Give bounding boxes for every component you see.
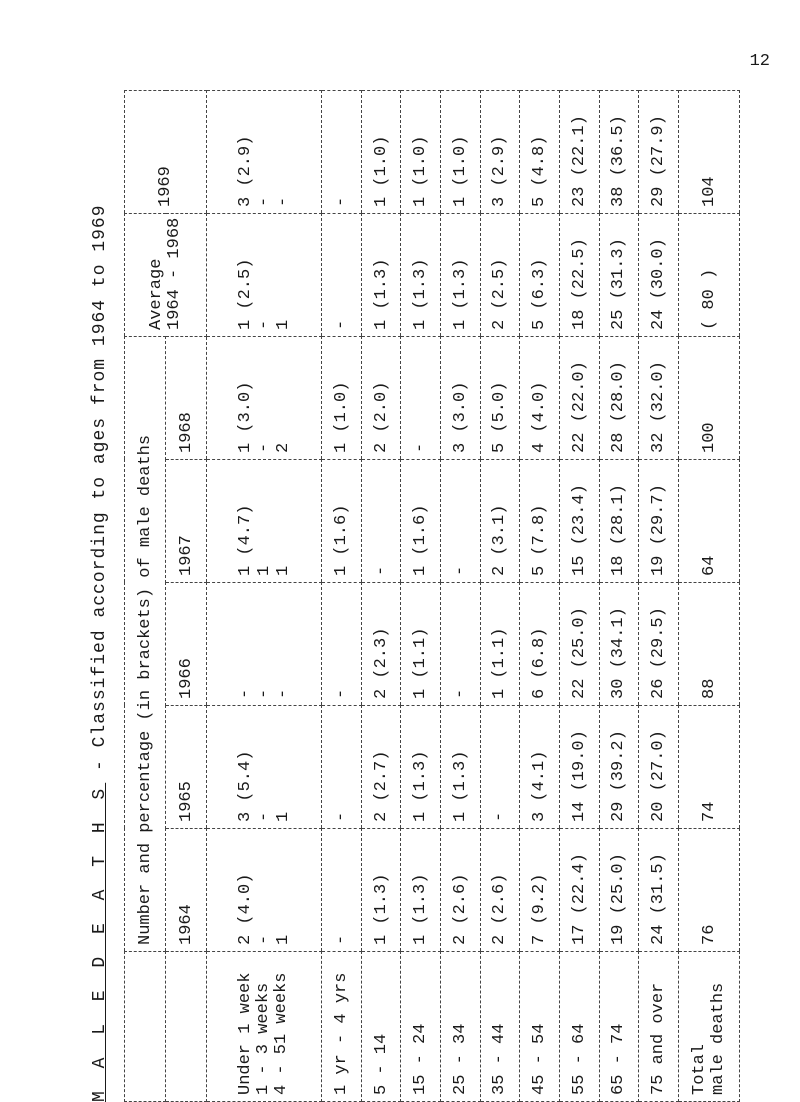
deaths-cell: 74: [679, 706, 740, 829]
deaths-cell: 25 (31.3): [599, 214, 639, 337]
deaths-cell: 22 (25.0): [559, 583, 599, 706]
deaths-cell: 7 (9.2): [520, 829, 560, 952]
corner-cell: [125, 952, 166, 1102]
deaths-cell: 24 (31.5): [639, 829, 679, 952]
deaths-cell: 1 (1.3): [440, 214, 480, 337]
deaths-cell: 3 (2.9) - -: [207, 91, 322, 214]
age-group-label: 65 - 74: [599, 952, 639, 1102]
deaths-cell: 23 (22.1): [559, 91, 599, 214]
table-caption: Number and percentage (in brackets) of male deaths: [125, 337, 166, 952]
age-group-label: Under 1 week 1 - 3 weeks 4 - 51 weeks: [207, 952, 322, 1102]
deaths-cell: 1 (1.0): [361, 91, 401, 214]
deaths-cell: 1 (2.5) - 1: [207, 214, 322, 337]
year-header-average: Average 1964 - 1968: [125, 214, 207, 337]
deaths-cell: 1 (1.6): [322, 460, 362, 583]
deaths-cell: -: [440, 460, 480, 583]
deaths-cell: 1 (1.3): [401, 829, 441, 952]
table-row: [559, 91, 599, 1102]
deaths-cell: -: [322, 91, 362, 214]
deaths-cell: 5 (5.0): [480, 337, 520, 460]
deaths-cell: 5 (4.8): [520, 91, 560, 214]
deaths-cell: 2 (2.7): [361, 706, 401, 829]
deaths-cell: 19 (29.7): [639, 460, 679, 583]
deaths-cell: -: [440, 583, 480, 706]
deaths-cell: 1 (1.0): [440, 91, 480, 214]
deaths-cell: 3 (4.1): [520, 706, 560, 829]
deaths-cell: 15 (23.4): [559, 460, 599, 583]
deaths-cell: 76: [679, 829, 740, 952]
deaths-cell: 2 (3.1): [480, 460, 520, 583]
age-group-label: 5 - 14: [361, 952, 401, 1102]
deaths-cell: 1 (3.0) - 2: [207, 337, 322, 460]
year-header-1967: 1967: [166, 460, 207, 583]
heading-title: M A L E D E A T H S: [90, 782, 110, 1102]
deaths-cell: 1 (1.0): [322, 337, 362, 460]
caption-row: [125, 91, 166, 1102]
deaths-cell: 88: [679, 583, 740, 706]
deaths-cell: 14 (19.0): [559, 706, 599, 829]
year-header-1964: 1964: [166, 829, 207, 952]
deaths-cell: 30 (34.1): [599, 583, 639, 706]
deaths-cell: 24 (30.0): [639, 214, 679, 337]
age-group-label: Total male deaths: [679, 952, 740, 1102]
deaths-cell: 29 (27.9): [639, 91, 679, 214]
deaths-cell: 1 (1.6): [401, 460, 441, 583]
deaths-cell: 2 (2.3): [361, 583, 401, 706]
deaths-cell: 104: [679, 91, 740, 214]
table-row: [401, 91, 441, 1102]
year-header-1966: 1966: [166, 583, 207, 706]
deaths-cell: 28 (28.0): [599, 337, 639, 460]
deaths-cell: 1 (1.1): [480, 583, 520, 706]
deaths-cell: -: [361, 460, 401, 583]
table-row: [207, 91, 322, 1102]
table-row: [639, 91, 679, 1102]
heading-subtitle: - Classified according to ages from 1964 to 1969: [90, 204, 110, 783]
deaths-cell: 5 (6.3): [520, 214, 560, 337]
age-group-label: 75 and over: [639, 952, 679, 1102]
age-group-label: 25 - 34: [440, 952, 480, 1102]
deaths-cell: -: [322, 214, 362, 337]
year-header-1965: 1965: [166, 706, 207, 829]
deaths-cell: 18 (28.1): [599, 460, 639, 583]
table-row: [679, 91, 740, 1102]
deaths-cell: 100: [679, 337, 740, 460]
deaths-cell: 2 (2.5): [480, 214, 520, 337]
page-number: 12: [749, 52, 770, 71]
deaths-cell: 2 (2.6): [480, 829, 520, 952]
deaths-cell: 5 (7.8): [520, 460, 560, 583]
deaths-cell: -: [322, 583, 362, 706]
age-group-label: 1 yr - 4 yrs: [322, 952, 362, 1102]
deaths-cell: 2 (4.0) - 1: [207, 829, 322, 952]
table-row: [520, 91, 560, 1102]
table-row: [322, 91, 362, 1102]
deaths-cell: 64: [679, 460, 740, 583]
year-header-1968: 1968: [166, 337, 207, 460]
deaths-cell: 4 (4.0): [520, 337, 560, 460]
deaths-cell: 38 (36.5): [599, 91, 639, 214]
deaths-cell: -: [480, 706, 520, 829]
age-group-label: 15 - 24: [401, 952, 441, 1102]
deaths-cell: 26 (29.5): [639, 583, 679, 706]
year-header-1969: 1969: [125, 91, 207, 214]
deaths-cell: 1 (1.3): [361, 214, 401, 337]
deaths-cell: 1 (1.3): [401, 706, 441, 829]
corner-cell-2: [166, 952, 207, 1102]
rotated-table-region: [80, 90, 740, 1102]
table-row: [599, 91, 639, 1102]
deaths-cell: 1 (1.1): [401, 583, 441, 706]
deaths-cell: ( 80 ): [679, 214, 740, 337]
deaths-cell: 3 (3.0): [440, 337, 480, 460]
deaths-cell: 1 (1.3): [440, 706, 480, 829]
table-heading: [80, 90, 120, 1102]
deaths-cell: 3 (2.9): [480, 91, 520, 214]
table-row: [361, 91, 401, 1102]
deaths-cell: 2 (2.6): [440, 829, 480, 952]
deaths-cell: 1 (1.0): [401, 91, 441, 214]
deaths-cell: 6 (6.8): [520, 583, 560, 706]
age-group-label: 35 - 44: [480, 952, 520, 1102]
deaths-cell: 18 (22.5): [559, 214, 599, 337]
deaths-cell: 1 (1.3): [401, 214, 441, 337]
table-row: [440, 91, 480, 1102]
deaths-cell: -: [401, 337, 441, 460]
deaths-cell: 3 (5.4) - 1: [207, 706, 322, 829]
deaths-cell: 1 (4.7) 1 1: [207, 460, 322, 583]
age-group-label: 45 - 54: [520, 952, 560, 1102]
deaths-cell: -: [322, 829, 362, 952]
deaths-cell: - - -: [207, 583, 322, 706]
deaths-cell: 32 (32.0): [639, 337, 679, 460]
table-body: [207, 91, 740, 1102]
deaths-cell: 29 (39.2): [599, 706, 639, 829]
deaths-cell: 1 (1.3): [361, 829, 401, 952]
deaths-cell: 22 (22.0): [559, 337, 599, 460]
age-group-label: 55 - 64: [559, 952, 599, 1102]
deaths-cell: 20 (27.0): [639, 706, 679, 829]
male-deaths-table: [124, 90, 740, 1102]
deaths-cell: -: [322, 706, 362, 829]
deaths-cell: 2 (2.0): [361, 337, 401, 460]
deaths-cell: 17 (22.4): [559, 829, 599, 952]
deaths-cell: 19 (25.0): [599, 829, 639, 952]
table-row: [480, 91, 520, 1102]
